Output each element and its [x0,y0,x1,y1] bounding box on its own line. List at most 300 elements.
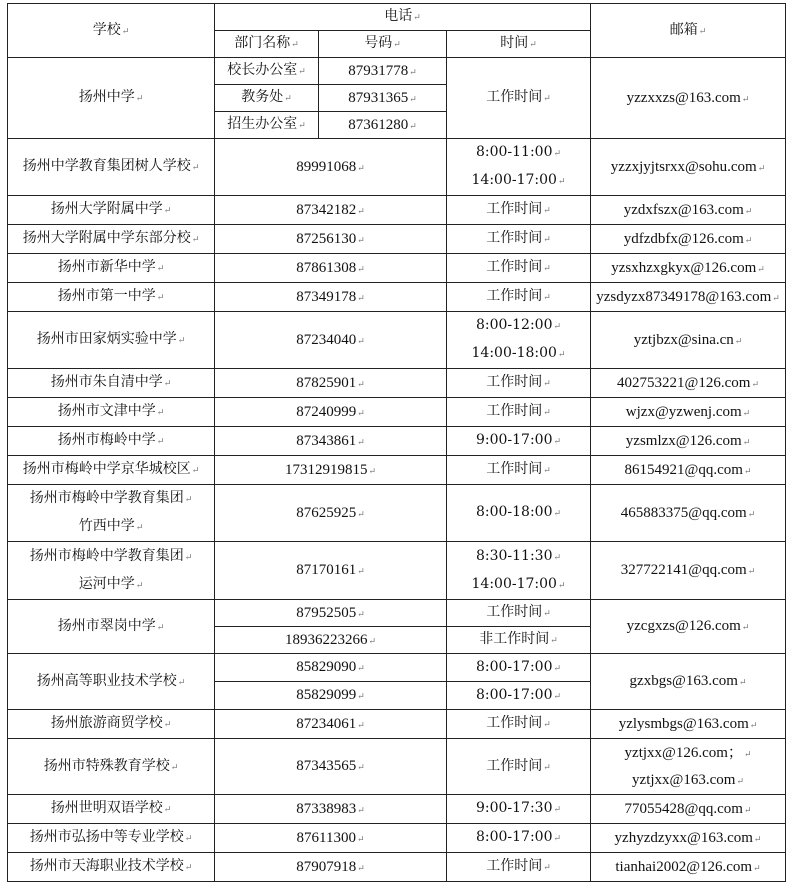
time-value: 14:00-17:00 [471,575,557,592]
email-cell [591,369,786,398]
email-cell [591,427,786,456]
email-cell [591,398,786,427]
number-cell [215,739,447,795]
paragraph-mark: ↵ [357,407,365,418]
phone-number: 87907918 [296,858,357,875]
paragraph-mark: ↵ [357,862,365,873]
number-cell [215,654,447,682]
paragraph-mark: ↵ [357,292,365,303]
paragraph-mark: ↵ [163,206,172,216]
paragraph-mark: ↵ [751,378,759,389]
dept-cell [215,58,319,85]
header-time-label: 时间 [500,35,529,51]
paragraph-mark: ↵ [757,162,766,173]
paragraph-mark: ↵ [357,691,365,701]
number-cell [215,283,447,312]
phone-number: 85829090 [296,659,357,675]
time-cell [447,225,591,254]
header-school [8,4,215,58]
paragraph-mark: ↵ [191,466,200,476]
email-address[interactable]: 465883375@qq.com [620,504,747,521]
school-name: 竹西中学 [78,518,135,534]
number-cell [215,853,447,882]
paragraph-mark: ↵ [744,234,753,245]
email-address[interactable]: yzsmlzx@126.com [625,432,742,449]
time-value: 工作时间 [486,757,543,774]
number-cell [215,710,447,739]
phone-number: 87361280 [348,116,409,133]
paragraph-mark: ↵ [553,805,562,815]
number-cell [215,369,447,398]
number-cell [215,456,447,485]
time-cell [447,312,591,369]
paragraph-mark: ↵ [298,67,306,77]
email-cell [591,58,786,139]
phone-number: 87240999 [296,403,357,420]
phone-number: 87611300 [296,829,356,846]
table-row [8,139,786,196]
paragraph-mark: ↵ [121,26,130,37]
time-cell [447,283,591,312]
paragraph-mark: ↵ [191,235,200,245]
dept-cell [215,85,319,112]
table-row [8,853,786,882]
school-name: 扬州大学附属中学东部分校 [22,230,191,246]
paragraph-mark: ↵ [409,93,417,104]
school-cell [8,427,215,456]
table-row [8,196,786,225]
header-phone-label: 电话 [384,8,413,24]
number-cell [215,542,447,600]
paragraph-mark: ↵ [357,508,365,519]
paragraph-mark: ↵ [357,566,365,576]
paragraph-mark: ↵ [135,94,144,104]
paragraph-mark: ↵ [747,508,756,519]
email-address[interactable]: tianhai2002@126.com [615,858,753,875]
time-value: 工作时间 [486,259,543,275]
table-row-cuigang [8,600,786,627]
paragraph-mark: ↵ [413,13,421,23]
paragraph-mark: ↵ [744,205,753,216]
paragraph-mark: ↵ [357,162,365,173]
school-name: 扬州市朱自清中学 [50,374,163,390]
email-address[interactable]: yzcgxzs@126.com [626,618,741,634]
time-cell [447,710,591,739]
email-cell [591,654,786,710]
paragraph-mark: ↵ [742,436,751,447]
school-name: 扬州市梅岭中学 [57,432,156,448]
paragraph-mark: ↵ [543,863,551,873]
paragraph-mark: ↵ [357,205,365,216]
paragraph-mark: ↵ [553,834,562,844]
paragraph-mark: ↵ [357,804,365,815]
paragraph-mark: ↵ [356,833,365,844]
phone-number: 87931778 [348,62,409,79]
time-cell [447,600,591,627]
school-name: 扬州市文津中学 [57,403,156,419]
email-cell [591,254,786,283]
paragraph-mark: ↵ [698,26,707,37]
time-cell [447,58,591,139]
email-cell [591,710,786,739]
school-name: 扬州市天海职业技术学校 [29,858,184,874]
email-cell [591,542,786,600]
paragraph-mark: ↵ [543,206,551,216]
email-address[interactable]: 327722141@qq.com [620,562,747,578]
email-address[interactable]: yzlysmbgs@163.com [618,715,749,732]
paragraph-mark: ↵ [156,264,165,274]
email-cell [591,312,786,369]
paragraph-mark: ↵ [163,805,172,815]
school-cell [8,824,215,853]
email-cell [591,795,786,824]
phone-number: 87952505 [296,604,357,621]
paragraph-mark: ↵ [357,762,365,772]
email-address[interactable]: yztjxx@163.com [632,771,736,788]
school-cell [8,283,215,312]
phone-number: 87343861 [296,432,357,449]
time-cell [447,398,591,427]
time-value: 工作时间 [486,403,543,419]
header-email [591,4,786,58]
phone-number: 87861308 [296,259,357,276]
phone-number: 87234040 [296,331,357,348]
email-cell [591,283,786,312]
paragraph-mark: ↵ [734,335,743,346]
time-cell [447,795,591,824]
school-cell [8,542,215,600]
header-time [447,31,591,58]
school-name: 扬州市翠岗中学 [57,617,156,634]
school-cell [8,853,215,882]
table-row [8,824,786,853]
email-address[interactable]: yzdxfszx@163.com [623,201,744,218]
school-cell [8,225,215,254]
contact-table-container [7,3,785,882]
paragraph-mark: ↵ [743,804,752,815]
time-value: 工作时间 [486,288,543,304]
paragraph-mark: ↵ [191,163,200,173]
paragraph-mark: ↵ [753,862,761,873]
paragraph-mark: ↵ [543,293,551,303]
table-row [8,427,786,456]
school-cell [8,139,215,196]
number-cell [319,112,447,139]
number-cell [215,254,447,283]
header-number-label: 号码 [364,35,393,51]
school-name: 扬州世明双语学校 [50,800,163,816]
phone-number: 87234061 [296,715,357,732]
school-name: 扬州市特殊教育学校 [43,757,170,774]
time-value: 工作时间 [486,230,543,246]
paragraph-mark: ↵ [743,748,752,759]
time-cell [447,254,591,283]
time-value: 9:00-17:30 [475,800,553,816]
paragraph-mark: ↵ [409,120,417,131]
email-cell [591,485,786,542]
time-cell [447,139,591,196]
paragraph-mark: ↵ [529,40,537,50]
email-cell [591,139,786,196]
email-address[interactable]: yztjbzx@sina.cn [633,331,734,348]
paragraph-mark: ↵ [543,264,551,274]
school-cell [8,369,215,398]
number-cell [215,139,447,196]
school-name: 扬州市新华中学 [57,259,156,275]
paragraph-mark: ↵ [553,437,562,447]
paragraph-mark: ↵ [747,566,756,576]
time-value: 8:00-17:00 [475,686,553,703]
time-value: 工作时间 [486,89,543,105]
time-value: 8:00-18:00 [475,504,553,520]
paragraph-mark: ↵ [177,336,186,346]
phone-number: 17312919815 [284,461,368,478]
paragraph-mark: ↵ [543,94,551,104]
header-dept-label: 部门名称 [234,35,291,51]
phone-number: 87343565 [296,758,357,774]
phone-number: 87170161 [296,562,357,578]
paragraph-mark: ↵ [357,234,365,245]
school-name: 扬州中学 [78,89,135,105]
paragraph-mark: ↵ [284,94,292,104]
paragraph-mark: ↵ [393,40,401,50]
header-school-label: 学校 [92,21,121,38]
email-address[interactable]: yzsxhzxgkyx@126.com [611,259,757,276]
paragraph-mark: ↵ [156,622,165,633]
school-name: 扬州市梅岭中学教育集团 [29,490,184,506]
paragraph-mark: ↵ [357,378,365,389]
paragraph-mark: ↵ [553,691,562,702]
number-cell [215,627,447,654]
table-row [8,312,786,369]
paragraph-mark: ↵ [753,833,762,844]
email-address[interactable]: 77055428@qq.com [624,800,743,817]
dept-name: 教务处 [241,89,284,105]
number-cell [215,600,447,627]
email-cell [591,196,786,225]
school-contact-table [7,3,786,882]
email-address[interactable]: yzhyzdzyxx@163.com [614,829,753,846]
paragraph-mark: ↵ [553,509,562,519]
school-name: 扬州市梅岭中学教育集团 [29,547,184,564]
school-name: 扬州中学教育集团树人学校 [22,158,191,174]
table-row [8,225,786,254]
school-name: 扬州大学附属中学 [50,201,163,217]
time-value: 非工作时间 [479,631,550,647]
table-row [8,710,786,739]
paragraph-mark: ↵ [357,608,365,619]
number-cell [215,312,447,369]
school-name: 运河中学 [78,575,135,592]
time-value: 8:00-12:00 [475,317,553,333]
number-cell [215,427,447,456]
email-address[interactable]: yzzxjyjtsrxx@sohu.com [610,158,757,175]
time-cell [447,427,591,456]
email-address[interactable]: yzzxxzs@163.com [626,89,741,106]
paragraph-mark: ↵ [543,609,551,619]
email-address[interactable]: 402753221@126.com [617,374,751,391]
table-row [8,456,786,485]
time-value: 14:00-17:00 [471,172,557,188]
paragraph-mark: ↵ [543,408,551,418]
time-cell [447,542,591,600]
time-value: 14:00-18:00 [471,345,557,361]
number-cell [215,398,447,427]
email-address[interactable]: yzsdyzx87349178@163.com [596,288,772,305]
paragraph-mark: ↵ [749,719,758,730]
phone-number: 18936223266 [284,631,368,648]
number-cell [215,485,447,542]
paragraph-mark: ↵ [184,552,193,563]
time-cell [447,739,591,795]
email-cell [591,600,786,654]
school-name: 扬州高等职业技术学校 [36,672,177,689]
paragraph-mark: ↵ [163,720,172,730]
paragraph-mark: ↵ [184,863,193,873]
table-row [8,369,786,398]
school-cell [8,795,215,824]
school-cell [8,600,215,654]
school-cell [8,456,215,485]
paragraph-mark: ↵ [550,636,558,646]
phone-number: 85829099 [296,687,357,703]
header-email-label: 邮箱 [669,21,698,38]
school-cell [8,654,215,710]
time-cell [447,196,591,225]
paragraph-mark: ↵ [742,407,751,418]
email-cell [591,824,786,853]
paragraph-mark: ↵ [543,762,551,773]
time-cell [447,485,591,542]
school-name: 扬州旅游商贸学校 [50,715,163,731]
paragraph-mark: ↵ [553,149,562,159]
paragraph-mark: ↵ [156,293,165,303]
header-row [8,4,786,31]
paragraph-mark: ↵ [772,292,780,303]
time-cell [447,456,591,485]
paragraph-mark: ↵ [135,523,144,533]
phone-number: 87256130 [296,230,357,247]
email-address[interactable]: ydfzdbfx@126.com [623,230,744,247]
phone-number: 87625925 [296,504,357,521]
paragraph-mark: ↵ [738,677,747,687]
table-row-yzzx [8,58,786,85]
time-value: 8:00-11:00 [475,144,553,160]
table-row-gaozhi [8,654,786,682]
number-cell [215,682,447,710]
dept-cell [215,112,319,139]
time-value: 工作时间 [486,715,543,731]
paragraph-mark: ↵ [736,775,744,786]
paragraph-mark: ↵ [357,335,365,346]
paragraph-mark: ↵ [557,350,566,360]
table-row [8,485,786,542]
number-cell [215,225,447,254]
paragraph-mark: ↵ [184,495,193,505]
email-cell [591,225,786,254]
time-value: 8:00-17:00 [475,829,553,845]
time-value: 工作时间 [486,374,543,390]
paragraph-mark: ↵ [156,437,165,447]
paragraph-mark: ↵ [291,40,299,50]
school-cell [8,739,215,795]
time-cell [447,654,591,682]
school-name: 扬州市第一中学 [57,288,156,304]
time-value: 9:00-17:00 [475,432,553,448]
time-cell [447,824,591,853]
header-number [319,31,447,58]
email-cell [591,456,786,485]
time-value: 工作时间 [486,858,543,874]
time-cell [447,369,591,398]
school-name: 扬州市田家炳实验中学 [36,331,177,347]
paragraph-mark: ↵ [357,436,365,447]
table-row [8,283,786,312]
phone-number: 87342182 [296,201,357,218]
school-cell [8,312,215,369]
number-cell [215,795,447,824]
time-value: 工作时间 [486,604,543,620]
school-name: 扬州市梅岭中学京华城校区 [22,461,191,477]
email-address[interactable]: yztjxx@126.com； [624,744,743,761]
paragraph-mark: ↵ [553,552,562,563]
paragraph-mark: ↵ [543,466,551,476]
paragraph-mark: ↵ [557,580,566,591]
school-cell [8,710,215,739]
phone-number: 87931365 [348,89,409,106]
paragraph-mark: ↵ [409,66,417,77]
paragraph-mark: ↵ [357,663,365,673]
paragraph-mark: ↵ [543,235,551,245]
phone-number: 89991068 [296,158,357,175]
email-address[interactable]: 86154921@qq.com [624,461,743,478]
paragraph-mark: ↵ [543,379,551,389]
paragraph-mark: ↵ [357,719,365,730]
phone-number: 87338983 [296,800,357,817]
email-cell [591,739,786,795]
time-cell [447,853,591,882]
paragraph-mark: ↵ [368,465,377,476]
paragraph-mark: ↵ [743,465,752,476]
table-row [8,398,786,427]
phone-number: 87825901 [296,374,357,391]
paragraph-mark: ↵ [163,379,172,389]
time-cell [447,682,591,710]
table-row [8,795,786,824]
paragraph-mark: ↵ [557,177,566,187]
number-cell [215,824,447,853]
table-row [8,254,786,283]
paragraph-mark: ↵ [170,762,179,773]
paragraph-mark: ↵ [553,322,562,332]
time-value: 工作时间 [486,461,543,477]
paragraph-mark: ↵ [135,580,144,591]
time-value: 8:30-11:30 [475,547,553,564]
paragraph-mark: ↵ [156,408,165,418]
email-cell [591,853,786,882]
paragraph-mark: ↵ [368,635,377,646]
paragraph-mark: ↵ [741,93,750,104]
dept-name: 校长办公室 [227,62,298,78]
time-cell [447,627,591,654]
school-cell [8,254,215,283]
dept-name: 招生办公室 [227,116,298,132]
email-address[interactable]: wjzx@yzwenj.com [625,403,742,420]
school-cell [8,58,215,139]
school-cell [8,485,215,542]
email-address[interactable]: gzxbgs@163.com [629,673,738,689]
paragraph-mark: ↵ [757,263,765,274]
